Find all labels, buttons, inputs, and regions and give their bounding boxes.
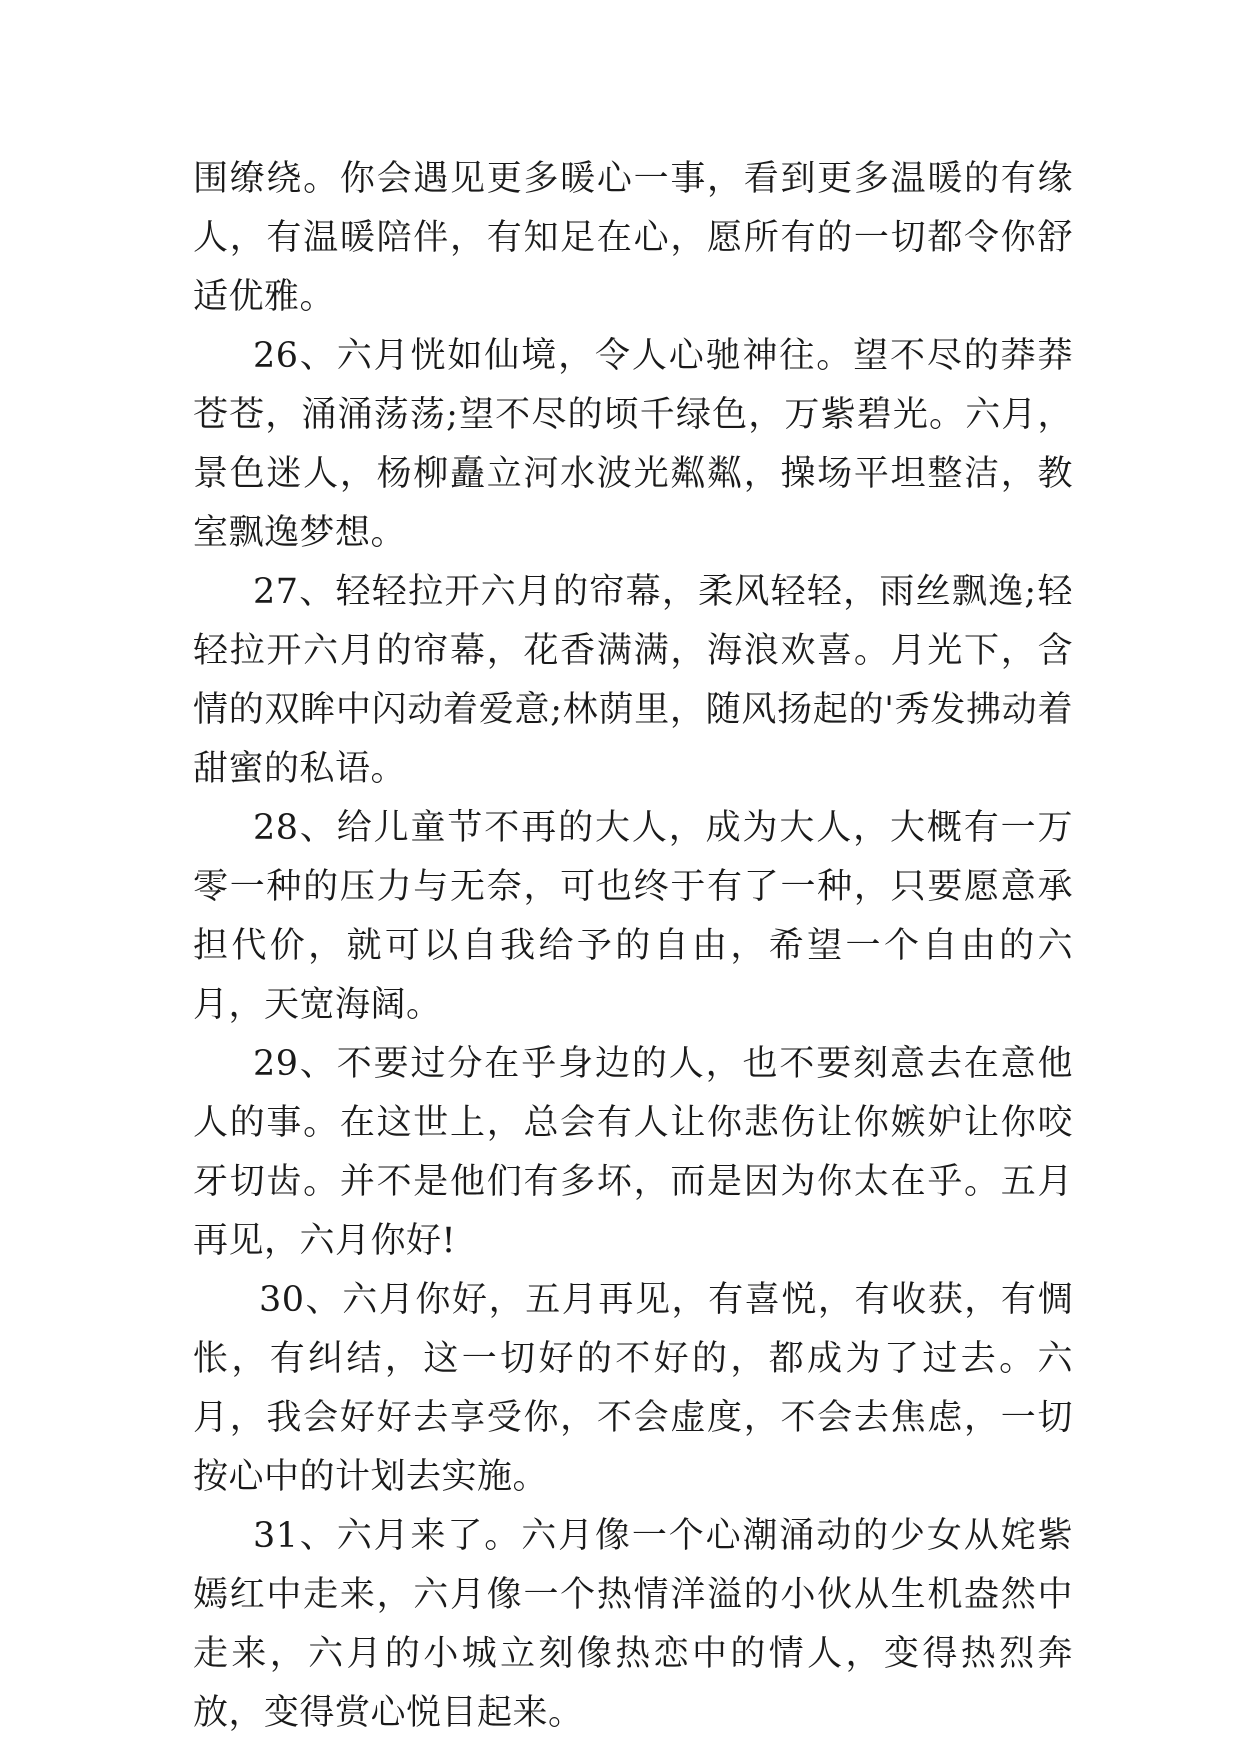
body-text <box>193 150 1073 1743</box>
paragraph-31: 31、六月来了。六月像一个心潮涌动的少女从姹紫嫣红中走来，六月像一个热情洋溢的小伙从生机盎然中走来，六月的小城立刻像热恋中的情人，变得热烈奔放，变得赏心悦目起来。 <box>193 1516 1073 1733</box>
paragraph-27: 27、轻轻拉开六月的帘幕，柔风轻轻，雨丝飘逸;轻轻拉开六月的帘幕，花香满满，海浪欢喜。月光下，含情的双眸中闪动着爱意;林荫里，随风扬起的'秀发拂动着甜蜜的私语。 <box>193 572 1073 789</box>
paragraph-30: 30、六月你好，五月再见，有喜悦，有收获，有惆怅，有纠结，这一切好的不好的，都成为了过去。六月，我会好好去享受你，不会虚度，不会去焦虑，一切按心中的计划去实施。 <box>193 1280 1073 1497</box>
paragraph-28: 28、给儿童节不再的大人，成为大人，大概有一万零一种的压力与无奈，可也终于有了一种，只要愿意承担代价，就可以自我给予的自由，希望一个自由的六月，天宽海阔。 <box>193 808 1073 1025</box>
paragraph-continuation: 围缭绕。你会遇见更多暖心一事，看到更多温暖的有缘人，有温暖陪伴，有知足在心，愿所有的一切都令你舒适优雅。 <box>193 159 1073 317</box>
paragraph-29: 29、不要过分在乎身边的人，也不要刻意去在意他人的事。在这世上，总会有人让你悲伤让你嫉妒让你咬牙切齿。并不是他们有多坏，而是因为你太在乎。五月再见，六月你好! <box>193 1044 1073 1261</box>
paragraph-26: 26、六月恍如仙境，令人心驰神往。望不尽的莽莽苍苍，涌涌荡荡;望不尽的顷千绿色，万紫碧光。六月，景色迷人，杨柳矗立河水波光粼粼，操场平坦整洁，教室飘逸梦想。 <box>193 336 1073 553</box>
